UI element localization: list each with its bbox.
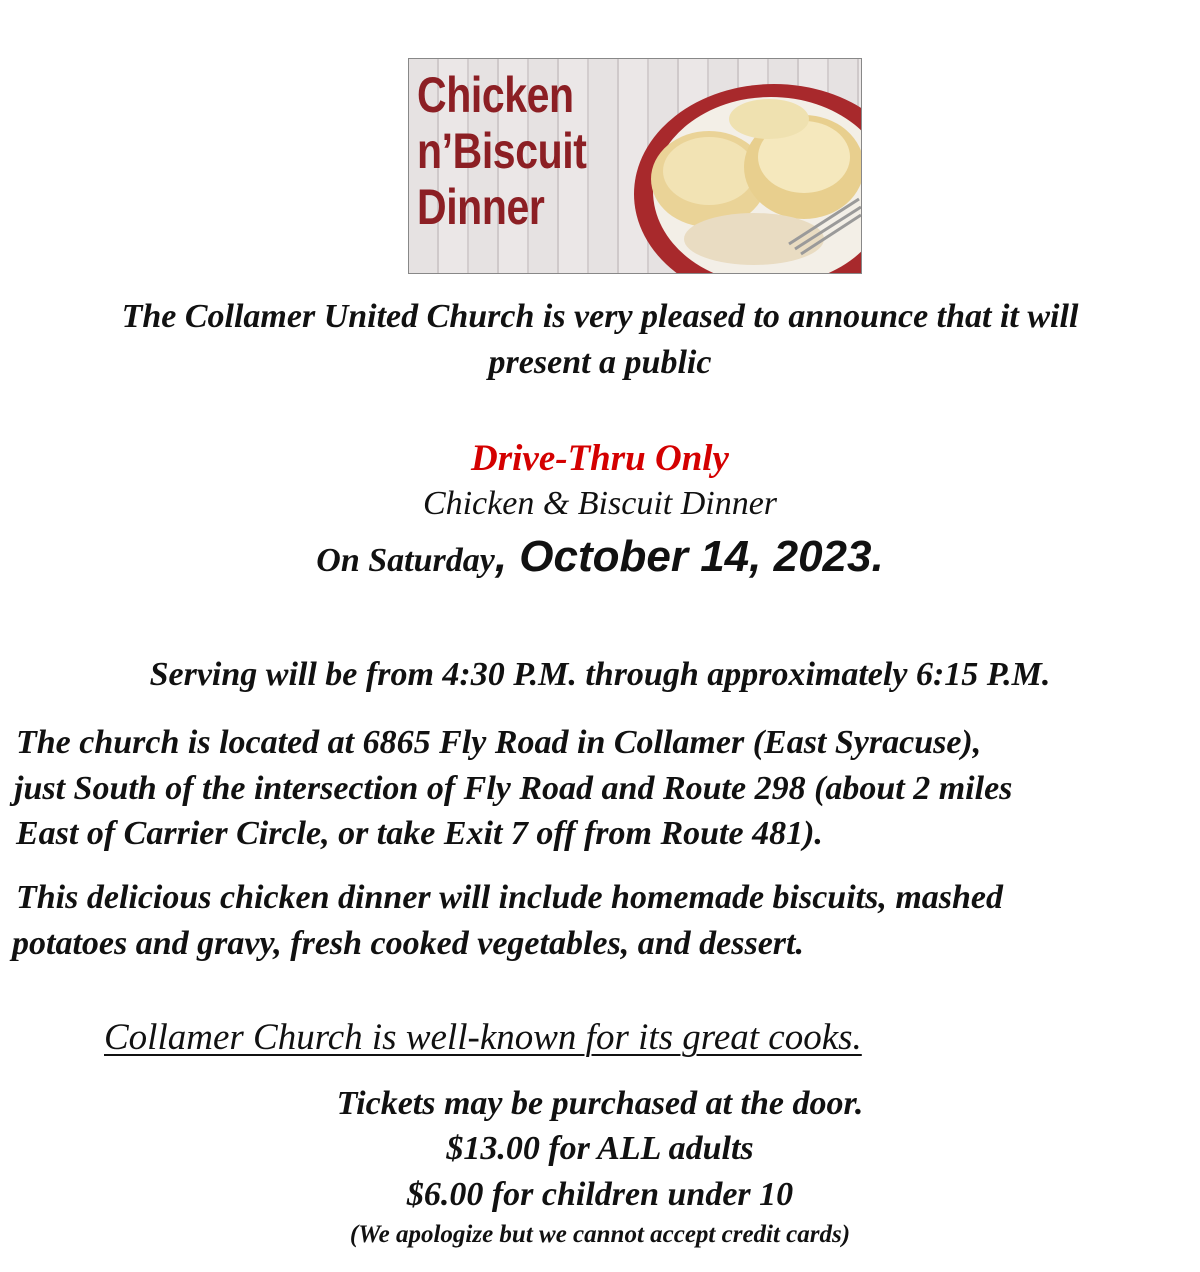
dinner-heading: Chicken & Biscuit Dinner <box>422 485 778 522</box>
intro-line-2: present a public <box>488 344 712 381</box>
banner-title-line: Dinner <box>417 179 545 235</box>
location-line-1: The church is located at 6865 Fly Road in Collamer (East Syracuse), <box>16 724 982 761</box>
event-banner-image <box>408 58 862 274</box>
cooks-tagline <box>104 1016 862 1059</box>
location-line-2: just South of the intersection of Fly Road and Route 298 (about 2 miles <box>14 770 1013 807</box>
banner-title-line: n’Biscuit <box>417 123 587 179</box>
date-prefix: On Saturday <box>316 542 495 579</box>
intro-line-1: The Collamer United Church is very pleased to announce that it will <box>121 298 1079 335</box>
tickets-line: Tickets may be purchased at the door. <box>336 1085 864 1122</box>
credit-card-note: (We apologize but we cannot accept credit cards) <box>349 1221 851 1248</box>
adult-price: $13.00 for ALL adults <box>446 1130 754 1167</box>
banner-title-line: Chicken <box>417 67 574 123</box>
date-value: , October 14, 2023. <box>494 532 884 581</box>
drive-thru-heading: Drive-Thru Only <box>471 438 729 479</box>
location-line-3: East of Carrier Circle, or take Exit 7 off from Route 481). <box>16 815 823 852</box>
menu-line-1: This delicious chicken dinner will include homemade biscuits, mashed <box>16 879 1004 916</box>
menu-line-2: potatoes and gravy, fresh cooked vegetables, and dessert. <box>12 925 804 962</box>
serving-times: Serving will be from 4:30 P.M. through approximately 6:15 P.M. <box>149 656 1051 693</box>
event-date <box>0 532 1200 582</box>
cooks-tagline-text: Collamer Church is well-known for its great cooks. <box>104 1017 862 1058</box>
child-price: $6.00 for children under 10 <box>406 1176 794 1213</box>
banner-title <box>417 67 614 235</box>
